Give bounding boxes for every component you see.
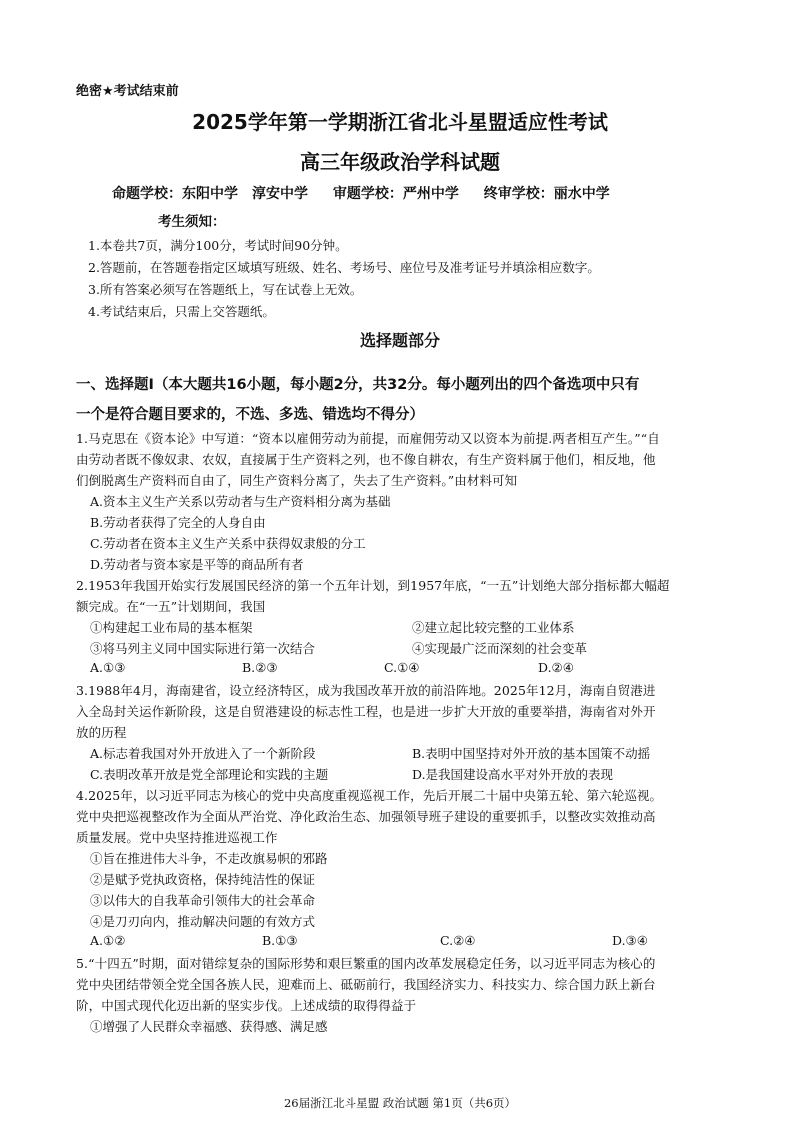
q5-item-1: ①增强了人民群众幸福感、获得感、满足感: [90, 1019, 328, 1034]
notice-item: 4.考试结束后，只需上交答题纸。: [88, 304, 275, 319]
q1-stem-line: 由劳动者既不像奴隶、农奴，直接属于生产资料之列，也不像自耕农，有生产资料属于他们，相反地，他: [76, 452, 656, 467]
q2-answer-c: C.①④: [384, 660, 420, 675]
notice-item: 3.所有答案必须写在答题纸上，写在试卷上无效。: [88, 282, 363, 297]
q1-option-d: D.劳动者与资本家是平等的商品所有者: [90, 557, 304, 572]
q5-stem-line: 阶，中国式现代化迈出新的坚实步伐。上述成绩的取得得益于: [76, 998, 417, 1013]
q2-answer-d: D.②④: [538, 660, 574, 675]
notice-heading: 考生须知：: [158, 214, 226, 230]
q4-stem-line: 党中央把巡视整改作为全面从严治党、净化政治生态、加强领导班子建设的重要抓手，以整改实效推动高: [76, 809, 656, 824]
q4-answer-a: A.①②: [90, 933, 126, 948]
q2-item-4: ④实现最广泛而深刻的社会变革: [412, 641, 588, 656]
q1-stem-line: 1.马克思在《资本论》中写道：“资本以雇佣劳动为前提，而雇佣劳动又以资本为前提.两者相互产生。”“自: [76, 431, 660, 446]
q1-option-a: A.资本主义生产关系以劳动者与生产资料相分离为基础: [90, 494, 391, 509]
q2-stem-line: 2.1953年我国开始实行发展国民经济的第一个五年计划，到1957年底，“一五”计划绝大部分指标都大幅超: [76, 578, 670, 593]
q4-item-2: ②是赋予党执政资格，保持纯洁性的保证: [90, 872, 316, 887]
q4-stem-line: 质量发展。党中央坚持推进巡视工作: [76, 830, 278, 845]
part-instructions-line2: 一个是符合题目要求的，不选、多选、错选均不得分）: [76, 407, 424, 423]
notice-item: 1.本卷共7页，满分100分，考试时间90分钟。: [88, 238, 348, 253]
section-title: 选择题部分: [359, 331, 440, 350]
exam-title: 2025学年第一学期浙江省北斗星盟适应性考试: [192, 110, 608, 134]
q4-item-1: ①旨在推进伟大斗争，不走改旗易帜的邪路: [90, 851, 328, 866]
q2-item-1: ①构建起工业布局的基本框架: [90, 620, 253, 635]
q4-answer-d: D.③④: [612, 933, 648, 948]
q5-stem-line: 党中央团结带领全党全国各族人民，迎难而上、砥砺前行，我国经济实力、科技实力、综合国力跃上新台: [76, 977, 656, 992]
notice-item: 2.答题前，在答题卷指定区域填写班级、姓名、考场号、座位号及准考证号并填涂相应数字。: [88, 260, 600, 275]
q4-answer-b: B.①③: [262, 933, 298, 948]
final-reviewer-school: 终审学校：丽水中学: [483, 186, 610, 202]
confidential-label: 绝密★考试结束前: [76, 84, 179, 99]
q2-stem-line: 额完成。在“一五”计划期间，我国: [76, 599, 266, 614]
q3-stem-line: 入全岛封关运作新阶段，这是自贸港建设的标志性工程，也是进一步扩大开放的重要举措，海南省对外开: [76, 704, 656, 719]
q3-option-d: D.是我国建设高水平对外开放的表现: [412, 767, 614, 782]
q4-item-4: ④是刀刃向内，推动解决问题的有效方式: [90, 914, 316, 929]
q3-option-c: C.表明改革开放是党全部理论和实践的主题: [90, 767, 329, 782]
q2-answer-b: B.②③: [242, 660, 278, 675]
q2-item-3: ③将马列主义同中国实际进行第一次结合: [90, 641, 316, 656]
q2-answer-a: A.①③: [90, 660, 126, 675]
proposer-schools: 命题学校：东阳中学 淳安中学: [112, 186, 308, 202]
school-credits: [112, 183, 630, 203]
q1-option-c: C.劳动者在资本主义生产关系中获得奴隶般的分工: [90, 536, 366, 551]
q5-stem-line: 5.“十四五”时期，面对错综复杂的国际形势和艰巨繁重的国内改革发展稳定任务，以习近平同志为核心的: [76, 956, 656, 971]
q4-item-3: ③以伟大的自我革命引领伟大的社会革命: [90, 893, 316, 908]
q1-stem-line: 们倒脱离生产资料而自由了，同生产资料分离了，失去了生产资料。”由材料可知: [76, 473, 518, 488]
q1-option-b: B.劳动者获得了完全的人身自由: [90, 515, 266, 530]
page-footer: 26届浙江北斗星盟 政治试题 第1页（共6页）: [283, 1096, 517, 1110]
reviewer-school: 审题学校：严州中学: [332, 186, 459, 202]
q4-answer-c: C.②④: [440, 933, 476, 948]
q4-stem-line: 4.2025年，以习近平同志为核心的党中央高度重视巡视工作，先后开展二十届中央第五轮、第六轮巡视。: [76, 788, 663, 803]
q3-stem-line: 3.1988年4月，海南建省，设立经济特区，成为我国改革开放的前沿阵地。2025年12月，海南自贸港进: [76, 683, 656, 698]
q3-stem-line: 放的历程: [76, 725, 127, 740]
q2-item-2: ②建立起比较完整的工业体系: [412, 620, 575, 635]
q3-option-a: A.标志着我国对外开放进入了一个新阶段: [90, 746, 316, 761]
q3-option-b: B.表明中国坚持对外开放的基本国策不动摇: [412, 746, 651, 761]
exam-subtitle: 高三年级政治学科试题: [300, 150, 500, 174]
part-instructions-line1: 一、选择题Ⅰ（本大题共16小题，每小题2分，共32分。每小题列出的四个备选项中只有: [76, 377, 640, 393]
